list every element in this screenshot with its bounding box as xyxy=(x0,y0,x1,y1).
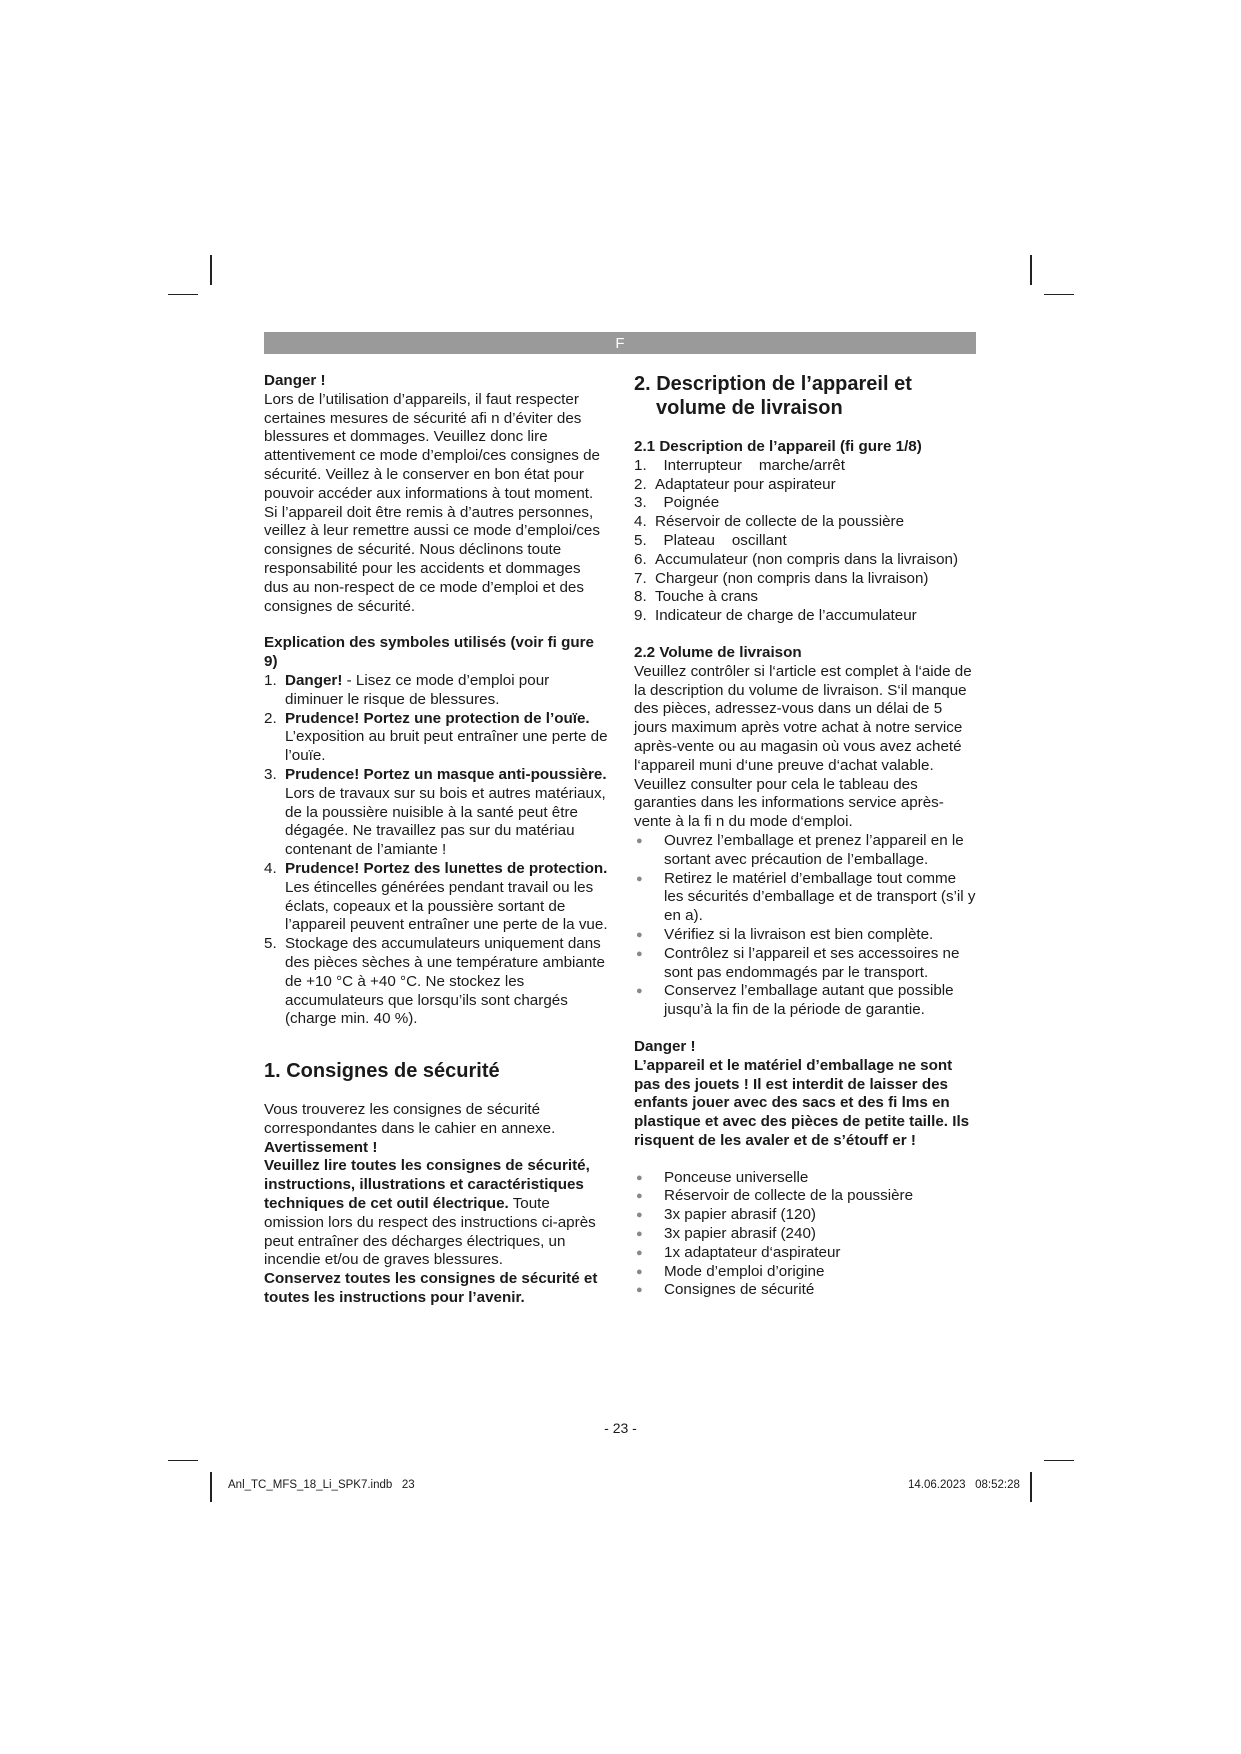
language-code: F xyxy=(615,334,625,352)
part-text: Indicateur de charge de l’accumulateur xyxy=(655,607,917,625)
section-2-title-line1: 2. Description de l’appareil et xyxy=(634,373,912,395)
checks-list xyxy=(634,832,979,1020)
content-item xyxy=(634,1169,979,1188)
part-item xyxy=(634,513,979,532)
part-text: Plateau oscillant xyxy=(655,531,787,549)
symbol-text: - Lisez ce mode d’emploi pour diminuer le risque de blessures. xyxy=(285,671,550,708)
contents-list xyxy=(634,1169,979,1301)
bullet-icon: ● xyxy=(636,1190,643,1203)
bullet-icon: ● xyxy=(636,1171,643,1184)
symbol-bold-text: Prudence! Portez une protection de l’ouïe. xyxy=(285,709,590,727)
right-column xyxy=(634,372,979,1300)
part-text: Interrupteur marche/arrêt xyxy=(655,456,845,474)
part-item xyxy=(634,588,979,607)
check-text: Conservez l’emballage autant que possible jusqu’à la fin de la période de garantie. xyxy=(664,982,954,1019)
part-number: 7. xyxy=(634,569,647,587)
part-number: 6. xyxy=(634,550,647,568)
left-column xyxy=(264,372,609,1308)
part-item xyxy=(634,532,979,551)
bullet-icon: ● xyxy=(636,1228,643,1241)
part-number: 8. xyxy=(634,588,647,606)
crop-mark-bottom-left-horizontal xyxy=(168,1460,198,1461)
check-text: Vérifiez si la livraison est bien complète. xyxy=(664,925,934,943)
section-2-title xyxy=(634,372,979,420)
danger-text: Lors de l’utilisation d’appareils, il faut respecter certaines mesures de sécurité afi n d’éviter des blessures et dommages. Veuillez donc lire attentivement ce mode d’emploi/ces consignes de sécurité. Veillez à le conserver en bon état pour pouvoir accéder aux informations à tout moment. Si l’appareil doit être remis à d’autres personnes, veillez à leur remettre aussi ce mode d’emploi/ces consignes de sécurité. Nous déclinons toute responsabilité pour les accidents et dommages dus au non-respect de ce mode d’emploi et des consignes de sécurité. xyxy=(264,390,601,615)
content-text: Consignes de sécurité xyxy=(664,1281,815,1299)
crop-mark-bottom-right-horizontal xyxy=(1044,1460,1074,1461)
content-item xyxy=(634,1225,979,1244)
bullet-icon: ● xyxy=(636,1284,643,1297)
symbols-title: Explication des symboles utilisés (voir fi gure 9) xyxy=(264,634,595,671)
part-number: 1. xyxy=(634,456,647,474)
symbol-item xyxy=(264,766,609,860)
bullet-icon: ● xyxy=(636,928,643,941)
page-number: - 23 - xyxy=(604,1420,637,1436)
crop-mark-top-left-vertical xyxy=(210,255,212,285)
part-number: 4. xyxy=(634,513,647,531)
bullet-icon: ● xyxy=(636,985,643,998)
footer-file-name: Anl_TC_MFS_18_Li_SPK7.indb 23 xyxy=(228,1479,415,1491)
part-text: Poignée xyxy=(655,494,720,512)
bullet-icon: ● xyxy=(636,947,643,960)
warning-bold-text: Veuillez lire toutes les consignes de sécurité, instructions, illustrations et caractéristiques techniques de cet outil électrique. xyxy=(264,1157,590,1213)
part-text: Chargeur (non compris dans la livraison) xyxy=(655,569,929,587)
check-item xyxy=(634,982,979,1020)
crop-mark-bottom-right-vertical xyxy=(1030,1472,1032,1502)
warning-paragraph xyxy=(264,1157,609,1270)
symbol-text: L’exposition au bruit peut entraîner une perte de l’ouïe. xyxy=(285,728,608,765)
part-item xyxy=(634,570,979,589)
content-text: 1x adaptateur d‘aspirateur xyxy=(664,1243,841,1261)
warning-text: Toute omission lors du respect des instructions ci-après peut entraîner des décharges électriques, un incendie et/ou de graves blessures. xyxy=(264,1195,596,1269)
check-item xyxy=(634,926,979,945)
symbol-item xyxy=(264,935,609,1029)
part-number: 9. xyxy=(634,607,647,625)
section-1-intro: Vous trouverez les consignes de sécurité correspondantes dans le cahier en annexe. xyxy=(264,1101,556,1137)
danger-2-text: L’appareil et le matériel d’emballage ne sont pas des jouets ! Il est interdit de laisser des enfants jouer avec des sacs et des fi lms en plastique et avec des pièces de petite taille. Ils risquent de les avaler et de s’étouff er ! xyxy=(634,1056,970,1149)
part-text: Adaptateur pour aspirateur xyxy=(655,475,836,493)
symbol-bold-text: Prudence! Portez des lunettes de protection. xyxy=(285,859,608,877)
part-item xyxy=(634,607,979,626)
symbol-bold-text: Prudence! Portez un masque anti-poussière. xyxy=(285,765,607,783)
check-text: Contrôlez si l’appareil et ses accessoires ne sont pas endommagés par le transport. xyxy=(664,944,960,981)
symbol-item xyxy=(264,672,609,710)
part-number: 3. xyxy=(634,494,647,512)
danger-2-title: Danger ! xyxy=(634,1037,696,1055)
keep-instructions-text: Conservez toutes les consignes de sécurité et toutes les instructions pour l’avenir. xyxy=(264,1270,598,1307)
crop-mark-top-left-horizontal xyxy=(168,294,198,295)
content-item xyxy=(634,1281,979,1300)
crop-mark-top-right-vertical xyxy=(1030,255,1032,285)
content-item xyxy=(634,1244,979,1263)
check-item xyxy=(634,832,979,870)
content-text: Réservoir de collecte de la poussière xyxy=(664,1187,914,1205)
warning-title: Avertissement ! xyxy=(264,1138,378,1156)
bullet-icon: ● xyxy=(636,1246,643,1259)
crop-mark-bottom-left-vertical xyxy=(210,1472,212,1502)
part-number: 2. xyxy=(634,475,647,493)
parts-list xyxy=(634,457,979,626)
section-1-title: 1. Consignes de sécurité xyxy=(264,1060,500,1083)
section-2-title-line2: volume de livraison xyxy=(656,397,843,419)
part-text: Accumulateur (non compris dans la livraison) xyxy=(655,550,959,568)
symbol-number: 5. xyxy=(264,935,277,953)
content-text: 3x papier abrasif (240) xyxy=(664,1225,816,1243)
part-text: Réservoir de collecte de la poussière xyxy=(655,513,905,531)
symbol-number: 4. xyxy=(264,859,277,877)
content-item xyxy=(634,1187,979,1206)
bullet-icon: ● xyxy=(636,1265,643,1278)
check-item xyxy=(634,870,979,926)
content-text: Mode d’emploi d’origine xyxy=(664,1262,825,1280)
symbol-number: 1. xyxy=(264,671,277,689)
symbol-text: Lors de travaux sur su bois et autres matériaux, de la poussière nuisible à la santé peut être dégagée. Ne travaillez pas sur du matériau contenant de l’amiante ! xyxy=(285,784,606,859)
subsection-2-2-text: Veuillez contrôler si l‘article est complet à l‘aide de la description du volume de livraison. S‘il manque des pièces, adressez-vous dans un délai de 5 jours maximum après votre achat à notre service après-vente ou au magasin où vous avez acheté l‘appareil muni d‘une preuve d‘achat valable. Veuillez consulter pour cela le tableau des garanties dans les informations service après-vente à la fi n du mode d‘emploi. xyxy=(634,662,972,831)
part-item xyxy=(634,457,979,476)
symbol-text: Stockage des accumulateurs uniquement dans des pièces sèches à une température ambiante de +10 °C à +40 °C. Ne stockez les accumulateurs que lorsqu’ils sont chargés (charge min. 40 %). xyxy=(285,935,605,1028)
symbol-item xyxy=(264,860,609,935)
crop-mark-top-right-horizontal xyxy=(1044,294,1074,295)
content-item xyxy=(634,1263,979,1282)
symbol-number: 3. xyxy=(264,765,277,783)
language-header-bar xyxy=(264,332,976,354)
part-text: Touche à crans xyxy=(655,588,758,606)
part-item xyxy=(634,551,979,570)
content-item xyxy=(634,1206,979,1225)
part-item xyxy=(634,494,979,513)
bullet-icon: ● xyxy=(636,872,643,885)
symbol-text: Les étincelles générées pendant travail ou les éclats, copeaux et la poussière sortant de l’appareil peuvent entraîner une perte de la vue. xyxy=(285,878,608,934)
check-item xyxy=(634,945,979,983)
content-text: Ponceuse universelle xyxy=(664,1168,809,1186)
subsection-2-1-title: 2.1 Description de l’appareil (fi gure 1/8) xyxy=(634,438,922,455)
content-text: 3x papier abrasif (120) xyxy=(664,1206,816,1224)
subsection-2-2-title: 2.2 Volume de livraison xyxy=(634,643,802,661)
symbol-bold-text: Danger! xyxy=(285,671,343,689)
check-text: Ouvrez l’emballage et prenez l’appareil en le sortant avec précaution de l’emballage. xyxy=(664,831,964,868)
check-text: Retirez le matériel d’emballage tout comme les sécurités d’emballage et de transport (s’il y en a). xyxy=(664,869,976,925)
part-number: 5. xyxy=(634,531,647,549)
symbol-number: 2. xyxy=(264,709,277,727)
symbol-item xyxy=(264,710,609,766)
danger-title: Danger ! xyxy=(264,372,326,389)
footer-datetime: 14.06.2023 08:52:28 xyxy=(908,1479,1020,1491)
bullet-icon: ● xyxy=(636,834,643,847)
bullet-icon: ● xyxy=(636,1209,643,1222)
part-item xyxy=(634,476,979,495)
symbols-list xyxy=(264,672,609,1029)
